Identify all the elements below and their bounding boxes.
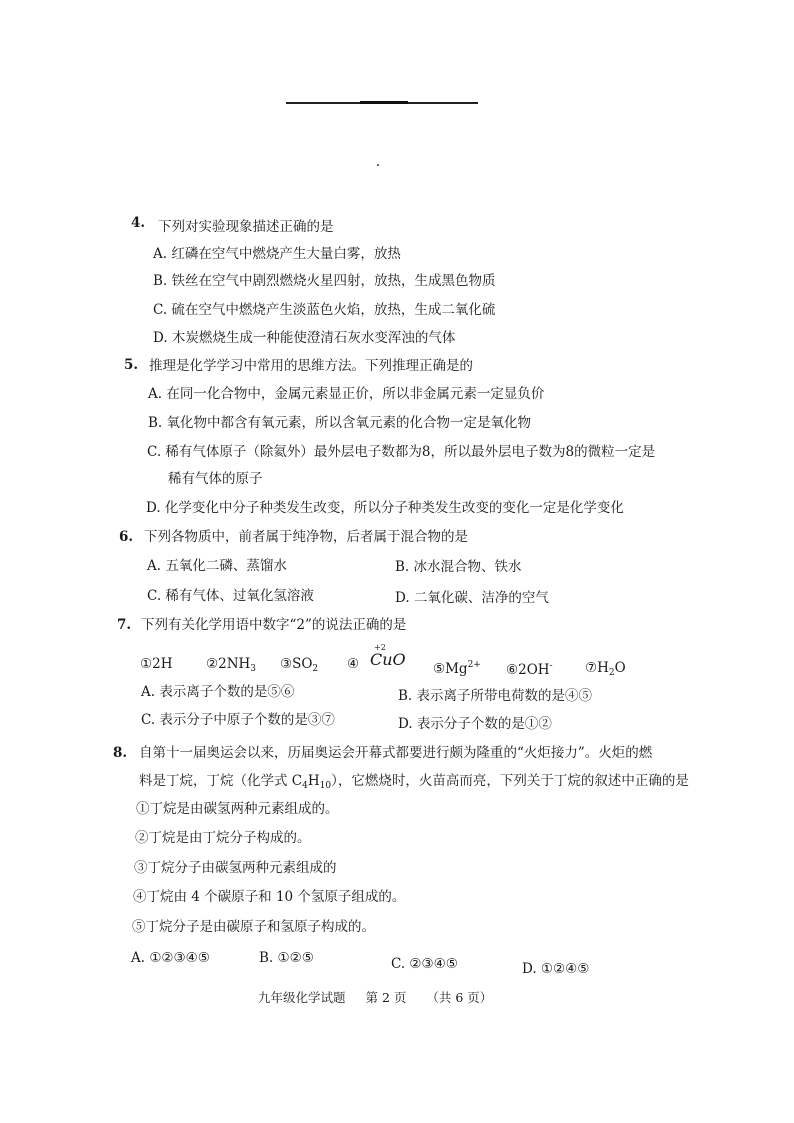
q5-stem: 推理是化学学习中常用的思维方法。下列推理正确是的: [149, 358, 473, 374]
q8-option-a: A. ①②③④⑤: [131, 950, 210, 966]
q5-option-c: C. 稀有气体原子（除氦外）最外层电子数都为8，所以最外层电子数为8的微粒一定是: [147, 444, 656, 460]
q8-statement-5: ⑤丁烷分子是由碳原子和氢原子构成的。: [132, 919, 375, 935]
q6-option-a: A. 五氧化二磷、蒸馏水: [147, 558, 287, 574]
q6-number: 6.: [119, 529, 134, 545]
q4-option-a: A. 红磷在空气中燃烧产生大量白雾，放热: [153, 246, 401, 262]
q8-statement-1: ①丁烷是由碳氢两种元素组成的。: [136, 801, 339, 817]
q8-option-b: B. ①②⑤: [259, 950, 314, 966]
page-footer: [258, 988, 508, 1006]
q5-option-d: D. 化学变化中分子种类发生改变，所以分子种类发生改变的变化一定是化学变化: [146, 500, 624, 516]
q8-stem-line-1: 自第十一届奥运会以来，历届奥运会开幕式都要进行颇为隆重的“火炬接力”。火炬的燃: [139, 745, 653, 761]
q7-option-c: C. 表示分子中原子个数的是③⑦: [141, 712, 335, 728]
q8-option-c: C. ②③④⑤: [391, 956, 458, 972]
q8-statement-3: ③丁烷分子由碳氢两种元素组成的: [134, 860, 337, 876]
q6-option-d: D. 二氧化碳、洁净的空气: [395, 590, 549, 606]
q7-symbol-4-label: ④: [347, 656, 360, 672]
q7-option-a: A. 表示离子个数的是⑤⑥: [141, 684, 295, 700]
q6-option-c: C. 稀有气体、过氧化氢溶液: [147, 588, 314, 604]
q7-option-d: D. 表示分子个数的是①②: [398, 716, 552, 732]
q4-number: 4.: [131, 215, 146, 231]
q5-option-c-cont: 稀有气体的原子: [168, 471, 263, 487]
q4-stem: 下列对实验现象描述正确的是: [158, 219, 334, 235]
q7-number: 7.: [117, 617, 132, 633]
q7-symbol-5: $⑤Mg^{2+}$: [433, 660, 481, 677]
q7-symbol-2: $②2NH_3$: [206, 656, 257, 674]
q7-symbol-6: ⑥2OH-: [506, 661, 553, 678]
footer-exam-title: 九年级化学试题: [258, 990, 346, 1005]
q7-stem: 下列有关化学用语中数字“2”的说法正确的是: [141, 617, 407, 633]
q6-option-b: B. 冰水混合物、铁水: [395, 559, 522, 575]
q8-statement-2: ②丁烷是由丁烷分子构成的。: [135, 830, 311, 846]
q7-symbol-4-charge: +2: [374, 643, 386, 652]
header-rule: [286, 102, 478, 104]
q8-stem-line-2: 料是丁烷，丁烷（化学式 $C_4H_{10}$），它燃烧时，火苗高而亮，下列关于丁烷的叙述中正确的是: [139, 773, 689, 791]
q4-option-c: C. 硫在空气中燃烧产生淡蓝色火焰，放热，生成二氧化硫: [153, 302, 496, 318]
q7-symbol-7: $⑦H_2O$: [585, 660, 626, 678]
q7-symbol-1: ①2H: [140, 656, 173, 672]
q6-stem: 下列各物质中，前者属于纯净物，后者属于混合物的是: [144, 529, 468, 545]
q5-option-b: B. 氧化物中都含有氧元素，所以含氧元素的化合物一定是氧化物: [148, 415, 532, 431]
q7-symbol-4-formula: CuO: [370, 650, 406, 669]
q8-option-d: D. ①②④⑤: [522, 961, 590, 977]
q5-number: 5.: [124, 357, 139, 373]
q4-option-b: B. 铁丝在空气中剧烈燃烧火星四射，放热，生成黑色物质: [153, 273, 496, 289]
q4-option-d: D. 木炭燃烧生成一种能使澄清石灰水变浑浊的气体: [153, 330, 456, 346]
q5-option-a: A. 在同一化合物中，金属元素显正价，所以非金属元素一定显负价: [148, 386, 545, 402]
scan-speck: [377, 164, 379, 166]
q8-statement-4: ④丁烷由 4 个碳原子和 10 个氢原子组成的。: [133, 889, 406, 905]
footer-page-number: 第 2 页: [365, 990, 407, 1005]
q7-symbol-3: $③SO_2$: [280, 656, 319, 674]
q8-number: 8.: [113, 745, 128, 761]
footer-page-total: （共 6 页）: [426, 990, 493, 1005]
q7-option-b: B. 表示离子所带电荷数的是④⑤: [398, 688, 593, 704]
